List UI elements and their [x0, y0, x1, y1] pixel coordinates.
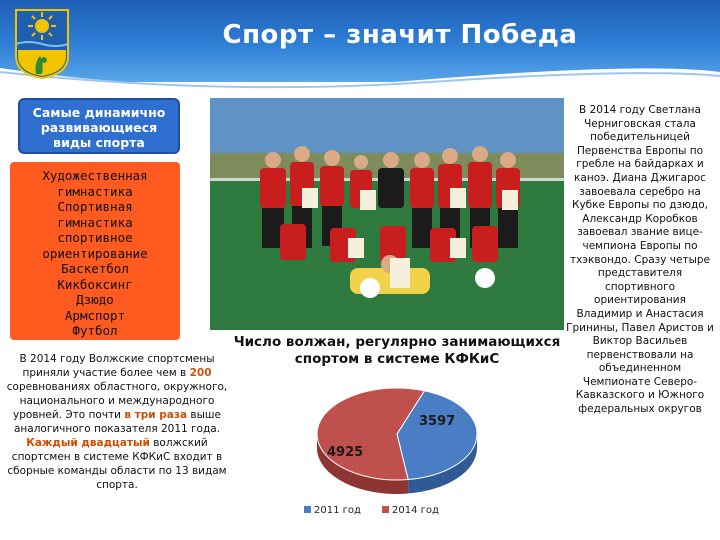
list-item: Баскетбол — [61, 261, 129, 276]
page-title: Спорт – значит Победа — [222, 20, 578, 50]
highlight-share: Каждый двадцатый — [26, 437, 150, 449]
list-item: гимнастика — [57, 214, 133, 230]
sport-box-line: Самые динамично — [32, 105, 166, 120]
sport-box-line: развивающиеся — [40, 120, 158, 135]
list-item: Дзюдо — [76, 292, 114, 307]
list-item: Армспорт — [64, 307, 126, 323]
list-item: Художественная — [42, 168, 148, 183]
highlight-count: 200 — [189, 367, 212, 379]
list-item: Футбол — [72, 323, 118, 338]
pie-value-label: 4925 — [327, 445, 364, 460]
list-item: Спортивная — [57, 199, 133, 214]
legend-swatch — [304, 506, 311, 513]
summary-part: выше аналогичного показателя 2011 года. — [13, 409, 221, 435]
pie-chart — [232, 372, 562, 522]
list-item: ориентирование — [42, 245, 148, 261]
team-photo — [210, 98, 564, 330]
sports-list — [10, 162, 180, 339]
summary-part: В 2014 году Волжские спортсмены приняли участие более чем в — [19, 353, 215, 379]
coat-of-arms-icon — [14, 8, 70, 80]
sport-box-line: виды спорта — [53, 135, 145, 150]
right-achievements-text: В 2014 году Светлана Черниговская стала победительницей Первенства Европы по гребле на байдарках и каноэ. Диана Джигарос завоевала серебро на Кубке Европы по дзюдо, Александр Коробков завоевал звание вице-чемпиона Европы по тхэквондо. Сразу четыре представителя спортивного ориентирования Владимир и Анастасия Гринины, Павел Аристов и Виктор Васильев первенствовали на объединенном Чемпионате Северо-Кавказского и Южного федеральных округов — [566, 104, 714, 416]
sports-list-box — [10, 162, 180, 340]
list-item: гимнастика — [57, 183, 133, 199]
legend-label: 2014 год — [392, 505, 439, 516]
team-photo-illustration — [210, 98, 564, 330]
header-wave-decoration — [0, 58, 720, 98]
header-banner — [0, 0, 720, 82]
left-summary-text — [4, 352, 230, 492]
pie-value-label: 3597 — [419, 414, 456, 429]
chart-title: Число волжан, регулярно занимающихся спортом в системе КФКиС — [233, 334, 561, 367]
summary-part: волжский спортсмен в системе КФКиС входит в сборные команды области по 13 видам спорта. — [7, 437, 227, 491]
legend-label: 2011 год — [314, 505, 361, 516]
legend-swatch — [382, 506, 389, 513]
summary-part: соревнованиях областного, окружного, национального и международного уровней. Это почти — [6, 381, 228, 421]
list-item: Кикбоксинг — [57, 276, 133, 292]
highlight-ratio: в три раза — [124, 409, 188, 421]
sport-types-heading-box — [18, 98, 180, 154]
list-item: спортивное — [57, 230, 133, 245]
